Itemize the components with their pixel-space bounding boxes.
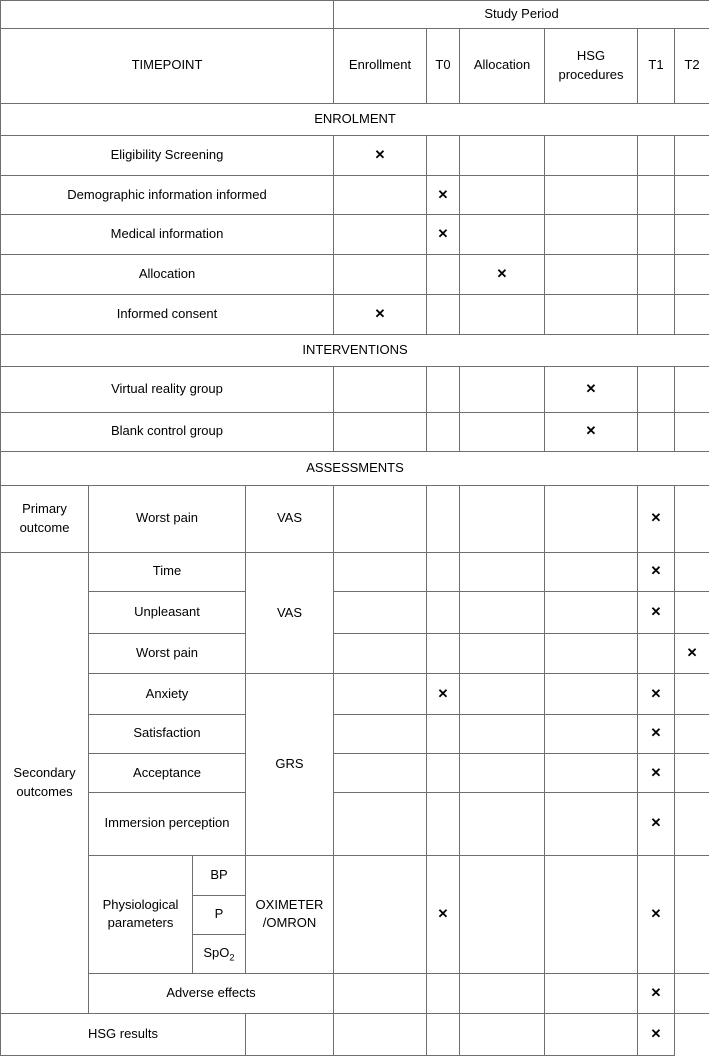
mark-cell [675, 294, 709, 334]
table-row [1, 367, 709, 412]
mark-cell [675, 552, 709, 591]
spo2-subscript: $O_2$ [219, 944, 235, 963]
mark-cell [460, 135, 545, 175]
mark-cell: ✕ [675, 634, 709, 674]
mark-cell [427, 753, 460, 792]
header-timepoint: TIMEPOINT [1, 29, 334, 103]
section-banner-interventions-row [1, 335, 709, 367]
mark-cell [638, 412, 675, 451]
mark-cell [638, 135, 675, 175]
mark-cell [427, 714, 460, 753]
table-row [1, 714, 709, 753]
mark-cell [545, 294, 638, 334]
mark-cell [675, 591, 709, 633]
mark-cell [545, 591, 638, 633]
mark-cell [675, 412, 709, 451]
measure-label-vas-secondary: VAS [246, 552, 334, 674]
mark-cell [675, 974, 709, 1013]
table-row [1, 254, 709, 294]
mark-cell: ✕ [638, 753, 675, 792]
row-label-allocation: Allocation [1, 254, 334, 294]
mark-cell [427, 294, 460, 334]
mark-cell [545, 634, 638, 674]
mark-cell [545, 254, 638, 294]
row-label-immersion-perception: Immersion perception [89, 793, 246, 855]
mark-cell [460, 176, 545, 215]
mark-cell [334, 215, 427, 254]
mark-cell: ✕ [427, 176, 460, 215]
mark-cell [334, 793, 427, 855]
mark-cell [545, 486, 638, 552]
mark-cell [545, 793, 638, 855]
section-banner-enrolment: ENROLMENT [1, 103, 709, 135]
mark-cell: ✕ [427, 855, 460, 974]
header-study-period: Study Period [334, 1, 709, 29]
table-row [1, 974, 709, 1013]
row-label-hsg-results: HSG results [1, 1013, 246, 1055]
table-row [1, 135, 709, 175]
mark-cell [545, 176, 638, 215]
table-row [1, 634, 709, 674]
mark-cell [460, 1013, 545, 1055]
measure-label-vas-primary: VAS [246, 486, 334, 552]
mark-cell [545, 753, 638, 792]
header-col-enrollment: Enrollment [334, 29, 427, 103]
mark-cell [334, 674, 427, 714]
row-label-eligibility-screening: Eligibility Screening [1, 135, 334, 175]
mark-cell [460, 974, 545, 1013]
mark-cell [545, 135, 638, 175]
mark-cell [675, 135, 709, 175]
mark-cell [675, 674, 709, 714]
row-label-blank-control-group: Blank control group [1, 412, 334, 451]
table-row [1, 486, 709, 552]
mark-cell [427, 552, 460, 591]
mark-cell [334, 367, 427, 412]
mark-cell [675, 714, 709, 753]
table-row [1, 1013, 709, 1055]
mark-cell [675, 753, 709, 792]
sub-label-spo2: SpO$_2$ [193, 935, 246, 974]
mark-cell [460, 294, 545, 334]
mark-cell [334, 714, 427, 753]
mark-cell [334, 254, 427, 294]
table-row [1, 552, 709, 591]
mark-cell [638, 176, 675, 215]
mark-cell [545, 674, 638, 714]
section-banner-assessments-row [1, 451, 709, 485]
table-row [1, 793, 709, 855]
mark-cell: ✕ [427, 215, 460, 254]
sub-label-p: P [193, 895, 246, 934]
section-banner-enrolment-row [1, 103, 709, 135]
table-row [1, 412, 709, 451]
group-label-secondary-outcomes: Secondary outcomes [1, 552, 89, 1013]
row-label-time: Time [89, 552, 246, 591]
header-col-t2: T2 [675, 29, 709, 103]
mark-cell [427, 634, 460, 674]
mark-cell: ✕ [334, 294, 427, 334]
measure-label-oximeter-omron: OXIMETER /OMRON [246, 855, 334, 974]
mark-cell [638, 634, 675, 674]
mark-cell [334, 634, 427, 674]
mark-cell [675, 254, 709, 294]
section-banner-assessments: ASSESSMENTS [1, 451, 709, 485]
mark-cell [460, 215, 545, 254]
mark-cell [460, 591, 545, 633]
mark-cell [427, 486, 460, 552]
row-label-adverse-effects: Adverse effects [89, 974, 334, 1013]
mark-cell [675, 486, 709, 552]
mark-cell: ✕ [638, 714, 675, 753]
mark-cell [460, 753, 545, 792]
mark-cell: ✕ [638, 974, 675, 1013]
row-label-informed-consent: Informed consent [1, 294, 334, 334]
row-label-unpleasant: Unpleasant [89, 591, 246, 633]
mark-cell [638, 367, 675, 412]
mark-cell: ✕ [460, 254, 545, 294]
mark-cell [638, 254, 675, 294]
mark-cell [334, 176, 427, 215]
table-row [1, 176, 709, 215]
mark-cell [334, 855, 427, 974]
mark-cell: ✕ [638, 486, 675, 552]
row-label-medical-information: Medical information [1, 215, 334, 254]
mark-cell [334, 753, 427, 792]
mark-cell [460, 793, 545, 855]
mark-cell [460, 412, 545, 451]
mark-cell [246, 1013, 334, 1055]
table-row [1, 294, 709, 334]
mark-cell [427, 254, 460, 294]
header-row-study-period [1, 1, 709, 29]
header-row-timepoint [1, 29, 709, 103]
row-label-acceptance: Acceptance [89, 753, 246, 792]
mark-cell [460, 714, 545, 753]
mark-cell: ✕ [427, 674, 460, 714]
sub-label-bp: BP [193, 855, 246, 895]
mark-cell [334, 412, 427, 451]
header-col-t0: T0 [427, 29, 460, 103]
table-row [1, 674, 709, 714]
row-label-demographic-information-informed: Demographic information informed [1, 176, 334, 215]
mark-cell [334, 974, 427, 1013]
mark-cell [460, 855, 545, 974]
mark-cell: ✕ [638, 552, 675, 591]
mark-cell [545, 714, 638, 753]
mark-cell [675, 176, 709, 215]
row-label-anxiety: Anxiety [89, 674, 246, 714]
mark-cell [334, 552, 427, 591]
header-col-t1: T1 [638, 29, 675, 103]
section-banner-interventions: INTERVENTIONS [1, 335, 709, 367]
mark-cell [460, 634, 545, 674]
mark-cell [675, 793, 709, 855]
table-row [1, 753, 709, 792]
mark-cell [545, 1013, 638, 1055]
mark-cell [334, 591, 427, 633]
mark-cell [460, 486, 545, 552]
mark-cell: ✕ [638, 855, 675, 974]
mark-cell [460, 367, 545, 412]
row-label-physiological-parameters: Physiological parameters [89, 855, 193, 974]
row-label-worst-pain-secondary: Worst pain [89, 634, 246, 674]
mark-cell [427, 367, 460, 412]
mark-cell: ✕ [545, 367, 638, 412]
measure-label-grs: GRS [246, 674, 334, 855]
row-label-virtual-reality-group: Virtual reality group [1, 367, 334, 412]
mark-cell [427, 1013, 460, 1055]
mark-cell [675, 367, 709, 412]
table-row [1, 591, 709, 633]
mark-cell: ✕ [638, 591, 675, 633]
mark-cell [545, 215, 638, 254]
mark-cell [545, 974, 638, 1013]
mark-cell: ✕ [334, 135, 427, 175]
mark-cell [460, 674, 545, 714]
header-col-hsg-procedures: HSG procedures [545, 29, 638, 103]
mark-cell: ✕ [638, 674, 675, 714]
table-row [1, 855, 709, 895]
mark-cell [427, 135, 460, 175]
mark-cell: ✕ [638, 793, 675, 855]
mark-cell [545, 552, 638, 591]
row-label-worst-pain-primary: Worst pain [89, 486, 246, 552]
mark-cell [638, 294, 675, 334]
mark-cell: ✕ [638, 1013, 675, 1055]
table-row [1, 215, 709, 254]
mark-cell: ✕ [545, 412, 638, 451]
row-label-satisfaction: Satisfaction [89, 714, 246, 753]
mark-cell [334, 486, 427, 552]
header-col-allocation: Allocation [460, 29, 545, 103]
mark-cell [427, 974, 460, 1013]
mark-cell [427, 591, 460, 633]
mark-cell [545, 855, 638, 974]
mark-cell [427, 412, 460, 451]
mark-cell [638, 215, 675, 254]
header-corner-blank [1, 1, 334, 29]
mark-cell [334, 1013, 427, 1055]
mark-cell [675, 855, 709, 974]
mark-cell [675, 215, 709, 254]
group-label-primary-outcome: Primary outcome [1, 486, 89, 552]
mark-cell [427, 793, 460, 855]
mark-cell [460, 552, 545, 591]
